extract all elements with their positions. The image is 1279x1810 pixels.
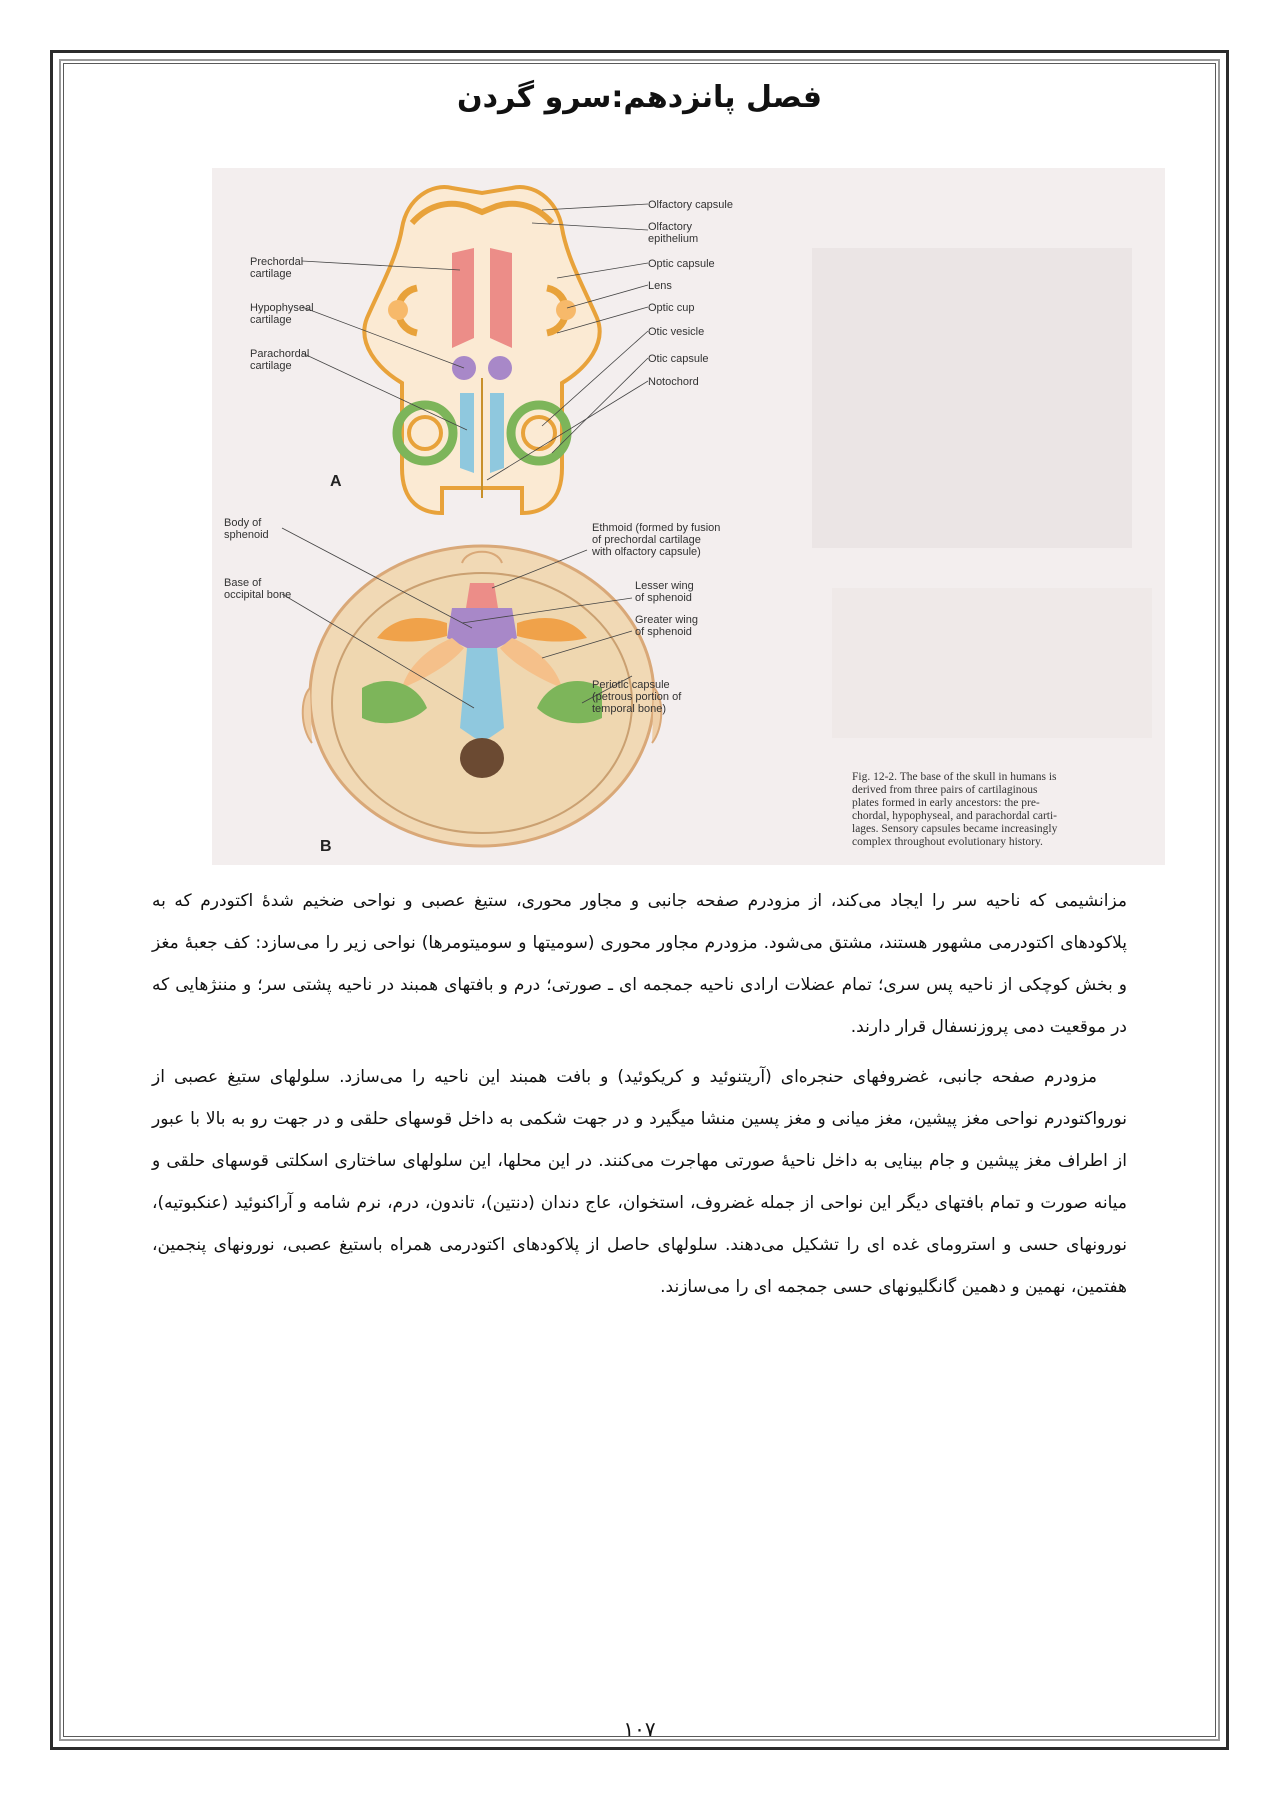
label-parachordal-cartilage: cartilage: [250, 360, 292, 372]
label-temporal-bone: temporal bone): [592, 703, 666, 715]
label-lesser-wing-2: of sphenoid: [635, 592, 692, 604]
figure-illustration: [212, 168, 1165, 865]
panel-a-diagram: [302, 187, 648, 513]
sphenoid-body: [447, 608, 517, 648]
prechordal-cartilage: [452, 248, 474, 348]
paragraph-1: مزانشیمی که ناحیه سر را ایجاد می‌کند، از مزودرم صفحه جانبی و مجاور محوری، ستیغ عصبی و نواحی ضخیم شدهٔ اکتودرم که به پلاکودهای اکتودرمی مشهور هستند، مشتق می‌شود. مزودرم مجاور محوری (سومیتها و سومیتومرها) نواحی زیر را می‌سازد: کف جعبهٔ مغز و بخش کوچکی از ناحیه پس سری؛ تمام عضلات ارادی ناحیه جمجمه ای ـ صورتی؛ درم و بافتهای همبند در ناحیه پشتی سر؛ و مننژهایی که در موقعیت دمی پروزنسفال قرار دارند.: [152, 891, 1127, 1037]
label-prechordal: Prechordal: [250, 256, 304, 268]
label-ethmoid-3: with olfactory capsule): [592, 546, 701, 558]
label-parachordal: Parachordal: [250, 348, 310, 360]
caption-line-6: complex throughout evolutionary history.: [852, 836, 1043, 848]
label-greater-wing: Greater wing: [635, 614, 698, 626]
label-base-of: Base of: [224, 577, 262, 589]
chapter-title: فصل پانزدهم:سرو گردن: [457, 80, 822, 115]
label-sphenoid: sphenoid: [224, 529, 269, 541]
caption-line-1: Fig. 12-2. The base of the skull in humans is: [852, 771, 1057, 783]
label-ethmoid-1: Ethmoid (formed by fusion: [592, 522, 721, 534]
caption-line-3: plates formed in early ancestors: the pre-: [852, 797, 1040, 809]
caption-line-2: derived from three pairs of cartilaginous: [852, 784, 1038, 796]
panel-a-letter: A: [330, 473, 342, 490]
skull-base-figure: [212, 168, 1165, 865]
label-ethmoid-2: of prechordal cartilage: [592, 534, 701, 546]
label-hypophyseal: Hypophyseal: [250, 302, 314, 314]
label-olfactory-capsule: Olfactory capsule: [648, 199, 733, 211]
label-otic-capsule: Otic capsule: [648, 353, 709, 365]
caption-line-4: chordal, hypophyseal, and parachordal carti-: [852, 810, 1057, 822]
label-petrous-portion: (petrous portion of: [592, 691, 682, 703]
label-hypophyseal-cartilage: cartilage: [250, 314, 292, 326]
panel-b-letter: B: [320, 838, 332, 855]
label-body-of: Body of: [224, 517, 262, 529]
caption-line-5: lages. Sensory capsules became increasingly: [852, 823, 1058, 835]
paragraph-2: مزودرم صفحه جانبی، غضروفهای حنجره‌ای (آریتنوئید و کریکوئید) و بافت همبند این ناحیه را می‌سازد. سلولهای ستیغ عصبی از نورواکتودرم نواحی مغز پیشین، مغز میانی و مغز پسین منشا میگیرد و در جهت شکمی به داخل قوسهای حلقی و در جهت رو به بالا با عبور از اطراف مغز پیشین و جام بینایی به داخل ناحیهٔ صورتی مهاجرت می‌کنند. در این محلها، این سلولهای ساختاری اسکلتی قوسهای حلقی و میانه صورت و تمام بافتهای دیگر این نواحی از جمله غضروف، استخوان، عاج دندان (دنتین)، تاندون، درم، نرم شامه و آراکنوئید (عنکبوتیه)، نورونهای حسی و استرومای غده ای را تشکیل می‌دهند. سلولهای حاصل از پلاکودهای اکتودرمی همراه باستیغ عصبی، نورونهای پنجمین، هفتمین، نهمین و دهمین گانگلیونهای حسی جمجمه ای را می‌سازند.: [152, 1067, 1127, 1297]
label-optic-cup: Optic cup: [648, 302, 695, 314]
body-text: [152, 880, 1127, 1316]
label-otic-vesicle: Otic vesicle: [648, 326, 705, 338]
label-lens: Lens: [648, 280, 672, 292]
label-greater-wing-2: of sphenoid: [635, 626, 692, 638]
label-notochord: Notochord: [648, 376, 699, 388]
label-epithelium: epithelium: [648, 233, 699, 245]
label-occipital-bone: occipital bone: [224, 589, 292, 601]
label-prechordal-cartilage: cartilage: [250, 268, 292, 280]
parachordal-cartilage: [460, 393, 474, 473]
occipital-base: [460, 648, 504, 743]
label-olfactory: Olfactory: [648, 221, 693, 233]
label-lesser-wing: Lesser wing: [635, 580, 694, 592]
label-optic-capsule: Optic capsule: [648, 258, 715, 270]
page-number: ۱۰۷: [623, 1717, 656, 1741]
label-periotic-capsule: Periotic capsule: [592, 679, 670, 691]
